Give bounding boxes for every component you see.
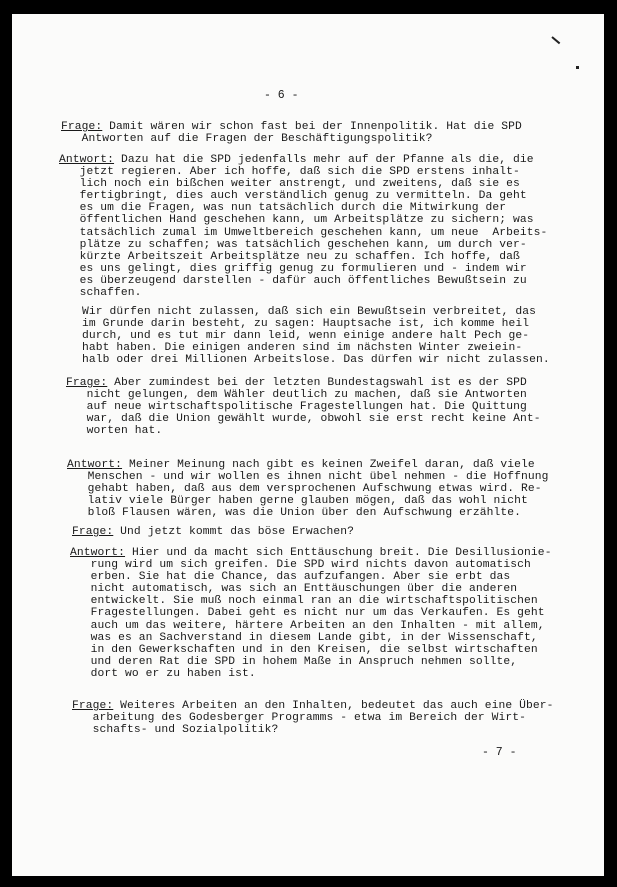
- text-line: [72, 526, 354, 538]
- line-text: öffentlichen Hand geschehen kann, um Arbeitsplätze zu sichern; was: [59, 214, 534, 227]
- frage-paragraph: [72, 526, 354, 538]
- line-text: dort wo er zu haben ist.: [70, 667, 256, 680]
- line-text: Fragestellungen. Dabei geht es nicht nur um das Verkaufen. Es geht: [70, 607, 545, 620]
- line-text: Wir dürfen nicht zulassen, daß sich ein Bewußtsein verbreitet, das: [82, 306, 537, 318]
- text-line: [70, 571, 552, 583]
- frage-paragraph: [72, 700, 554, 736]
- speaker-label: Antwort:: [67, 459, 123, 471]
- text-line: [66, 401, 541, 413]
- line-text: auf neue wirtschaftspolitische Fragestellungen hat. Die Quittung: [66, 401, 527, 414]
- text-line: [67, 471, 549, 483]
- line-text: nicht gelungen, dem Wähler deutlich zu machen, daß sie Antworten: [66, 389, 527, 402]
- line-text: tatsächlich zumal im Umweltbereich geschehen kann, um neue Arbeits-: [59, 226, 548, 239]
- line-text: gehabt haben, daß aus dem versprochenen Aufschwung etwas wird. Re-: [67, 483, 542, 496]
- line-text: es um die Fragen, was nun tatsächlich durch die Mitwirkung der: [59, 202, 507, 215]
- line-text: es überzeugend darstellen - dafür auch öffentliches Bewußtsein zu: [59, 274, 527, 287]
- text-line: [67, 483, 549, 495]
- line-text: plätze zu schaffen; was tatsächlich geschehen kann, um durch ver-: [59, 238, 527, 251]
- text-line: [72, 724, 554, 736]
- text-line: [66, 389, 541, 401]
- line-text: nicht automatisch, was sich an Enttäuschungen über die anderen: [70, 583, 518, 596]
- text-line: [70, 632, 552, 644]
- line-text: worten hat.: [66, 425, 163, 438]
- text-line: [59, 154, 547, 166]
- speaker-label: Frage:: [61, 121, 103, 133]
- scan-mark: [576, 66, 579, 69]
- line-text: Weiteres Arbeiten an den Inhalten, bedeutet das auch eine Über-: [120, 700, 554, 712]
- text-line: [59, 239, 547, 251]
- speaker-label: Frage:: [72, 526, 114, 538]
- line-text: Antworten auf die Fragen der Beschäftigungspolitik?: [61, 133, 433, 146]
- line-text: und deren Rat die SPD in hohem Maße in Anspruch nehmen sollte,: [70, 655, 518, 668]
- antwort-paragraph: [67, 459, 549, 519]
- text-line: [66, 413, 541, 425]
- text-line: [59, 227, 547, 239]
- text-line: [67, 507, 549, 519]
- text-line: [82, 342, 550, 354]
- line-text: lich noch ein bißchen weiter anstrengt, und zweitens, daß sie es: [59, 178, 520, 191]
- line-text: in den Gewerkschaften und in den Kreisen, die selbst wirtschaften: [70, 643, 538, 656]
- text-line: [61, 133, 522, 145]
- page-number: - 6 -: [264, 89, 299, 102]
- text-line: [70, 583, 552, 595]
- text-line: [82, 354, 550, 366]
- speaker-label: Antwort:: [59, 154, 115, 166]
- antwort-paragraph: [70, 547, 552, 680]
- line-text: im Grunde darin besteht, zu sagen: Hauptsache ist, ich komme heil: [82, 318, 530, 331]
- text-line: [72, 700, 554, 712]
- frage-paragraph: [66, 377, 541, 437]
- text-line: [67, 459, 549, 471]
- line-text: habt haben. Die einigen anderen sind im nächsten Winter zweiein-: [82, 342, 523, 355]
- next-page-number: - 7 -: [482, 746, 517, 759]
- text-line: [70, 595, 552, 607]
- text-line: [59, 214, 547, 226]
- line-text: Und jetzt kommt das böse Erwachen?: [120, 526, 355, 538]
- text-line: [82, 330, 550, 342]
- text-line: [59, 287, 547, 299]
- line-text: auch um das weitere, härtere Arbeiten an den Inhalten - mit allem,: [70, 619, 545, 632]
- line-text: Meiner Meinung nach gibt es keinen Zweifel daran, daß viele: [128, 459, 535, 471]
- text-line: [70, 559, 552, 571]
- text-line: [67, 495, 549, 507]
- text-line: [59, 178, 547, 190]
- text-line: [72, 712, 554, 724]
- line-text: schafts- und Sozialpolitik?: [72, 724, 279, 737]
- text-line: [59, 275, 547, 287]
- line-text: arbeitung des Godesberger Programms - etwa im Bereich der Wirt-: [72, 712, 527, 725]
- text-line: [59, 190, 547, 202]
- speaker-label: Antwort:: [70, 547, 126, 559]
- line-text: lativ viele Bürger haben gerne glauben mögen, daß das wohl nicht: [67, 495, 528, 508]
- line-text: Dazu hat die SPD jedenfalls mehr auf der Pfanne als die, die: [120, 154, 534, 166]
- line-text: entwickelt. Sie muß noch einmal ran an die wirtschaftspolitischen: [70, 595, 538, 608]
- line-text: halb oder drei Millionen Arbeitslose. Das dürfen wir nicht zulassen.: [82, 354, 550, 367]
- line-text: durch, und es tut mir dann leid, wenn einige andere halt Pech ge-: [82, 330, 530, 343]
- line-text: Hier und da macht sich Enttäuschung breit. Die Desillusionie-: [131, 547, 552, 559]
- scan-mark: [551, 36, 560, 44]
- text-line: [59, 166, 547, 178]
- text-line: [70, 547, 552, 559]
- frage-paragraph: [61, 121, 522, 145]
- line-text: jetzt regieren. Aber ich hoffe, daß sich die SPD erstens inhalt-: [59, 166, 520, 179]
- text-line: [59, 202, 547, 214]
- line-text: Damit wären wir schon fast bei der Innenpolitik. Hat die SPD: [109, 121, 522, 133]
- text-line: [66, 377, 541, 389]
- text-line: [59, 263, 547, 275]
- text-line: [70, 644, 552, 656]
- line-text: fertigbringt, dies auch verständlich genug zu vermitteln. Da geht: [59, 190, 527, 203]
- line-text: schaffen.: [59, 287, 142, 300]
- line-text: es uns gelingt, dies griffig genug zu formulieren und - indem wir: [59, 262, 527, 275]
- line-text: was es an Sachverstand in diesem Lande gibt, in der Wissenschaft,: [70, 631, 538, 644]
- antwort-paragraph: [59, 154, 547, 299]
- line-text: kürzte Arbeitszeit Arbeitsplätze neu zu schaffen. Ich hoffe, daß: [59, 250, 520, 263]
- text-line: [70, 620, 552, 632]
- line-text: war, daß die Union gewählt wurde, obwohl sie erst recht keine Ant-: [66, 413, 541, 426]
- line-text: Aber zumindest bei der letzten Bundestagswahl ist es der SPD: [114, 377, 527, 389]
- speaker-label: Frage:: [72, 700, 114, 712]
- text-line: [82, 318, 550, 330]
- text-line: [82, 306, 550, 318]
- document-page: [12, 14, 604, 876]
- text-line: [61, 121, 522, 133]
- text-line: [70, 668, 552, 680]
- text-line: [70, 656, 552, 668]
- text-line: [70, 607, 552, 619]
- answer-paragraph: [82, 306, 550, 366]
- line-text: Menschen - und wir wollen es ihnen nicht übel nehmen - die Hoffnung: [67, 471, 549, 484]
- line-text: rung wird um sich greifen. Die SPD wird nichts davon automatisch: [70, 559, 531, 572]
- speaker-label: Frage:: [66, 377, 108, 389]
- text-line: [66, 425, 541, 437]
- text-line: [59, 251, 547, 263]
- line-text: bloß Flausen wären, was die Union über den Aufschwung erzählte.: [67, 507, 522, 520]
- line-text: erben. Sie hat die Chance, das aufzufangen. Aber sie erbt das: [70, 571, 511, 584]
